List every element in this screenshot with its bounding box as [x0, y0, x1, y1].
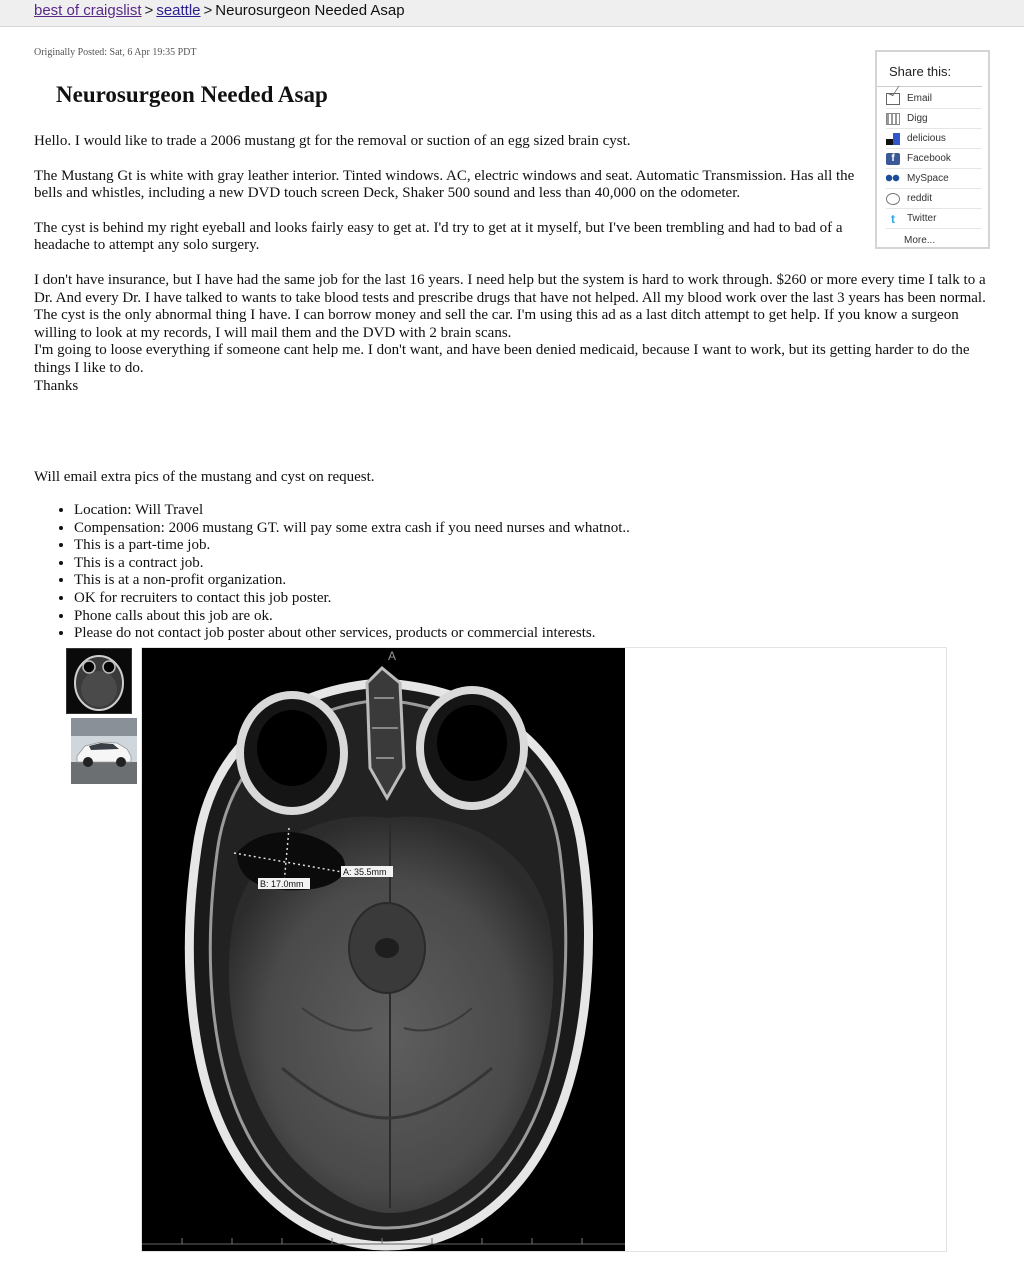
list-item: • Location: Will Travel: [74, 502, 630, 520]
share-item-label: MySpace: [907, 173, 949, 184]
breadcrumb-separator: >: [144, 2, 154, 19]
share-item-email[interactable]: [886, 89, 982, 109]
list-item: • Please do not contact job poster about other services, products or commercial interests.: [74, 625, 630, 643]
share-item-facebook[interactable]: [886, 149, 982, 169]
post-line: I'm going to loose everything if someone cant help me. I don't want, and have been denied medicaid, because I want to work, but its getting harder to do the things I like to do.: [34, 342, 970, 376]
brain-scan-thumbnail-image: [67, 649, 131, 713]
scan-orientation-label: A: [388, 649, 397, 663]
breadcrumb-separator: >: [203, 2, 213, 19]
delicious-icon: [886, 133, 900, 145]
share-item-label: reddit: [907, 193, 933, 204]
myspace-icon: [886, 173, 900, 185]
share-item-myspace[interactable]: [886, 169, 982, 189]
list-item: • This is a part-time job.: [74, 537, 630, 555]
share-item-label: Email: [907, 93, 933, 104]
breadcrumb-link-seattle[interactable]: seattle: [156, 2, 201, 19]
share-item-label: Digg: [907, 113, 928, 124]
share-item-label: delicious: [907, 133, 946, 144]
twitter-icon: t: [891, 211, 895, 226]
mustang-thumbnail-image: [71, 718, 137, 784]
post-paragraph: The Mustang Gt is white with gray leather interior. Tinted windows. AC, electric windows and seat. Automatic Transmission. Has all the bells and whistles, including a new DVD touch screen Deck, Shaker 500 sound and less than 40,000 on the odometer.: [34, 167, 855, 202]
email-pics-note: Will email extra pics of the mustang and cyst on request.: [34, 469, 375, 485]
measurement-b-label: B: 17.0mm: [260, 879, 304, 889]
list-item: • Compensation: 2006 mustang GT. will pay some extra cash if you need nurses and whatnot..: [74, 520, 630, 538]
share-title: Share this:: [877, 52, 982, 87]
share-more-link[interactable]: More...: [904, 235, 936, 246]
posted-date: Originally Posted: Sat, 6 Apr 19:35 PDT: [34, 47, 197, 58]
list-item: • OK for recruiters to contact this job poster.: [74, 590, 630, 608]
share-item-delicious[interactable]: [886, 129, 982, 149]
breadcrumb: [0, 0, 1024, 27]
email-icon: [886, 93, 900, 105]
job-attributes-list: [34, 502, 630, 643]
share-item-label: Facebook: [907, 153, 951, 164]
breadcrumb-current: Neurosurgeon Needed Asap: [215, 2, 405, 19]
list-item: • Phone calls about this job are ok.: [74, 608, 630, 626]
share-item-digg[interactable]: [886, 109, 982, 129]
facebook-icon: f: [886, 153, 900, 165]
thumbnail-brain-scan[interactable]: [66, 648, 132, 714]
list-item: • This is a contract job.: [74, 555, 630, 573]
share-item-reddit[interactable]: [886, 189, 982, 209]
share-box: [875, 50, 990, 249]
share-item-label: Twitter: [907, 213, 937, 224]
digg-icon: [886, 113, 900, 125]
share-list: [877, 87, 988, 229]
breadcrumb-link-best-of-craigslist[interactable]: best of craigslist: [34, 2, 142, 19]
post-paragraph: The cyst is behind my right eyeball and looks fairly easy to get at. I'd try to get at it myself, but I've been trembling and had to bad of a headache to attempt any solo surgery.: [34, 219, 843, 254]
brain-scan-image: [142, 648, 625, 1251]
post-paragraph: I don't have insurance, but I have had the same job for the last 16 years. I need help but the system is hard to work through. $260 or more every time I talk to a Dr. And every Dr. I have talked to wants to take blood tests and prescribe drugs that have not helped. All my blood work over the last 3 years has been normal. The cyst is the only abnormal thing I have. I can borrow money and sell the car. I'm using this ad as a last ditch attempt to get help. If you know a surgeon willing to look at my records, I will mail them and the DVD with 2 brain scans.: [34, 271, 986, 341]
list-item: • This is at a non-profit organization.: [74, 572, 630, 590]
brain-scan-graphic: [142, 648, 625, 1251]
measurement-a-label: A: 35.5mm: [343, 867, 387, 877]
post-paragraph: Hello. I would like to trade a 2006 mustang gt for the removal or suction of an egg sized brain cyst.: [34, 133, 631, 149]
page-title: Neurosurgeon Needed Asap: [56, 82, 328, 107]
share-item-twitter[interactable]: [886, 209, 982, 229]
thumbnail-mustang[interactable]: [71, 718, 137, 784]
post-thanks: Thanks: [34, 377, 79, 394]
reddit-icon: [886, 193, 900, 205]
